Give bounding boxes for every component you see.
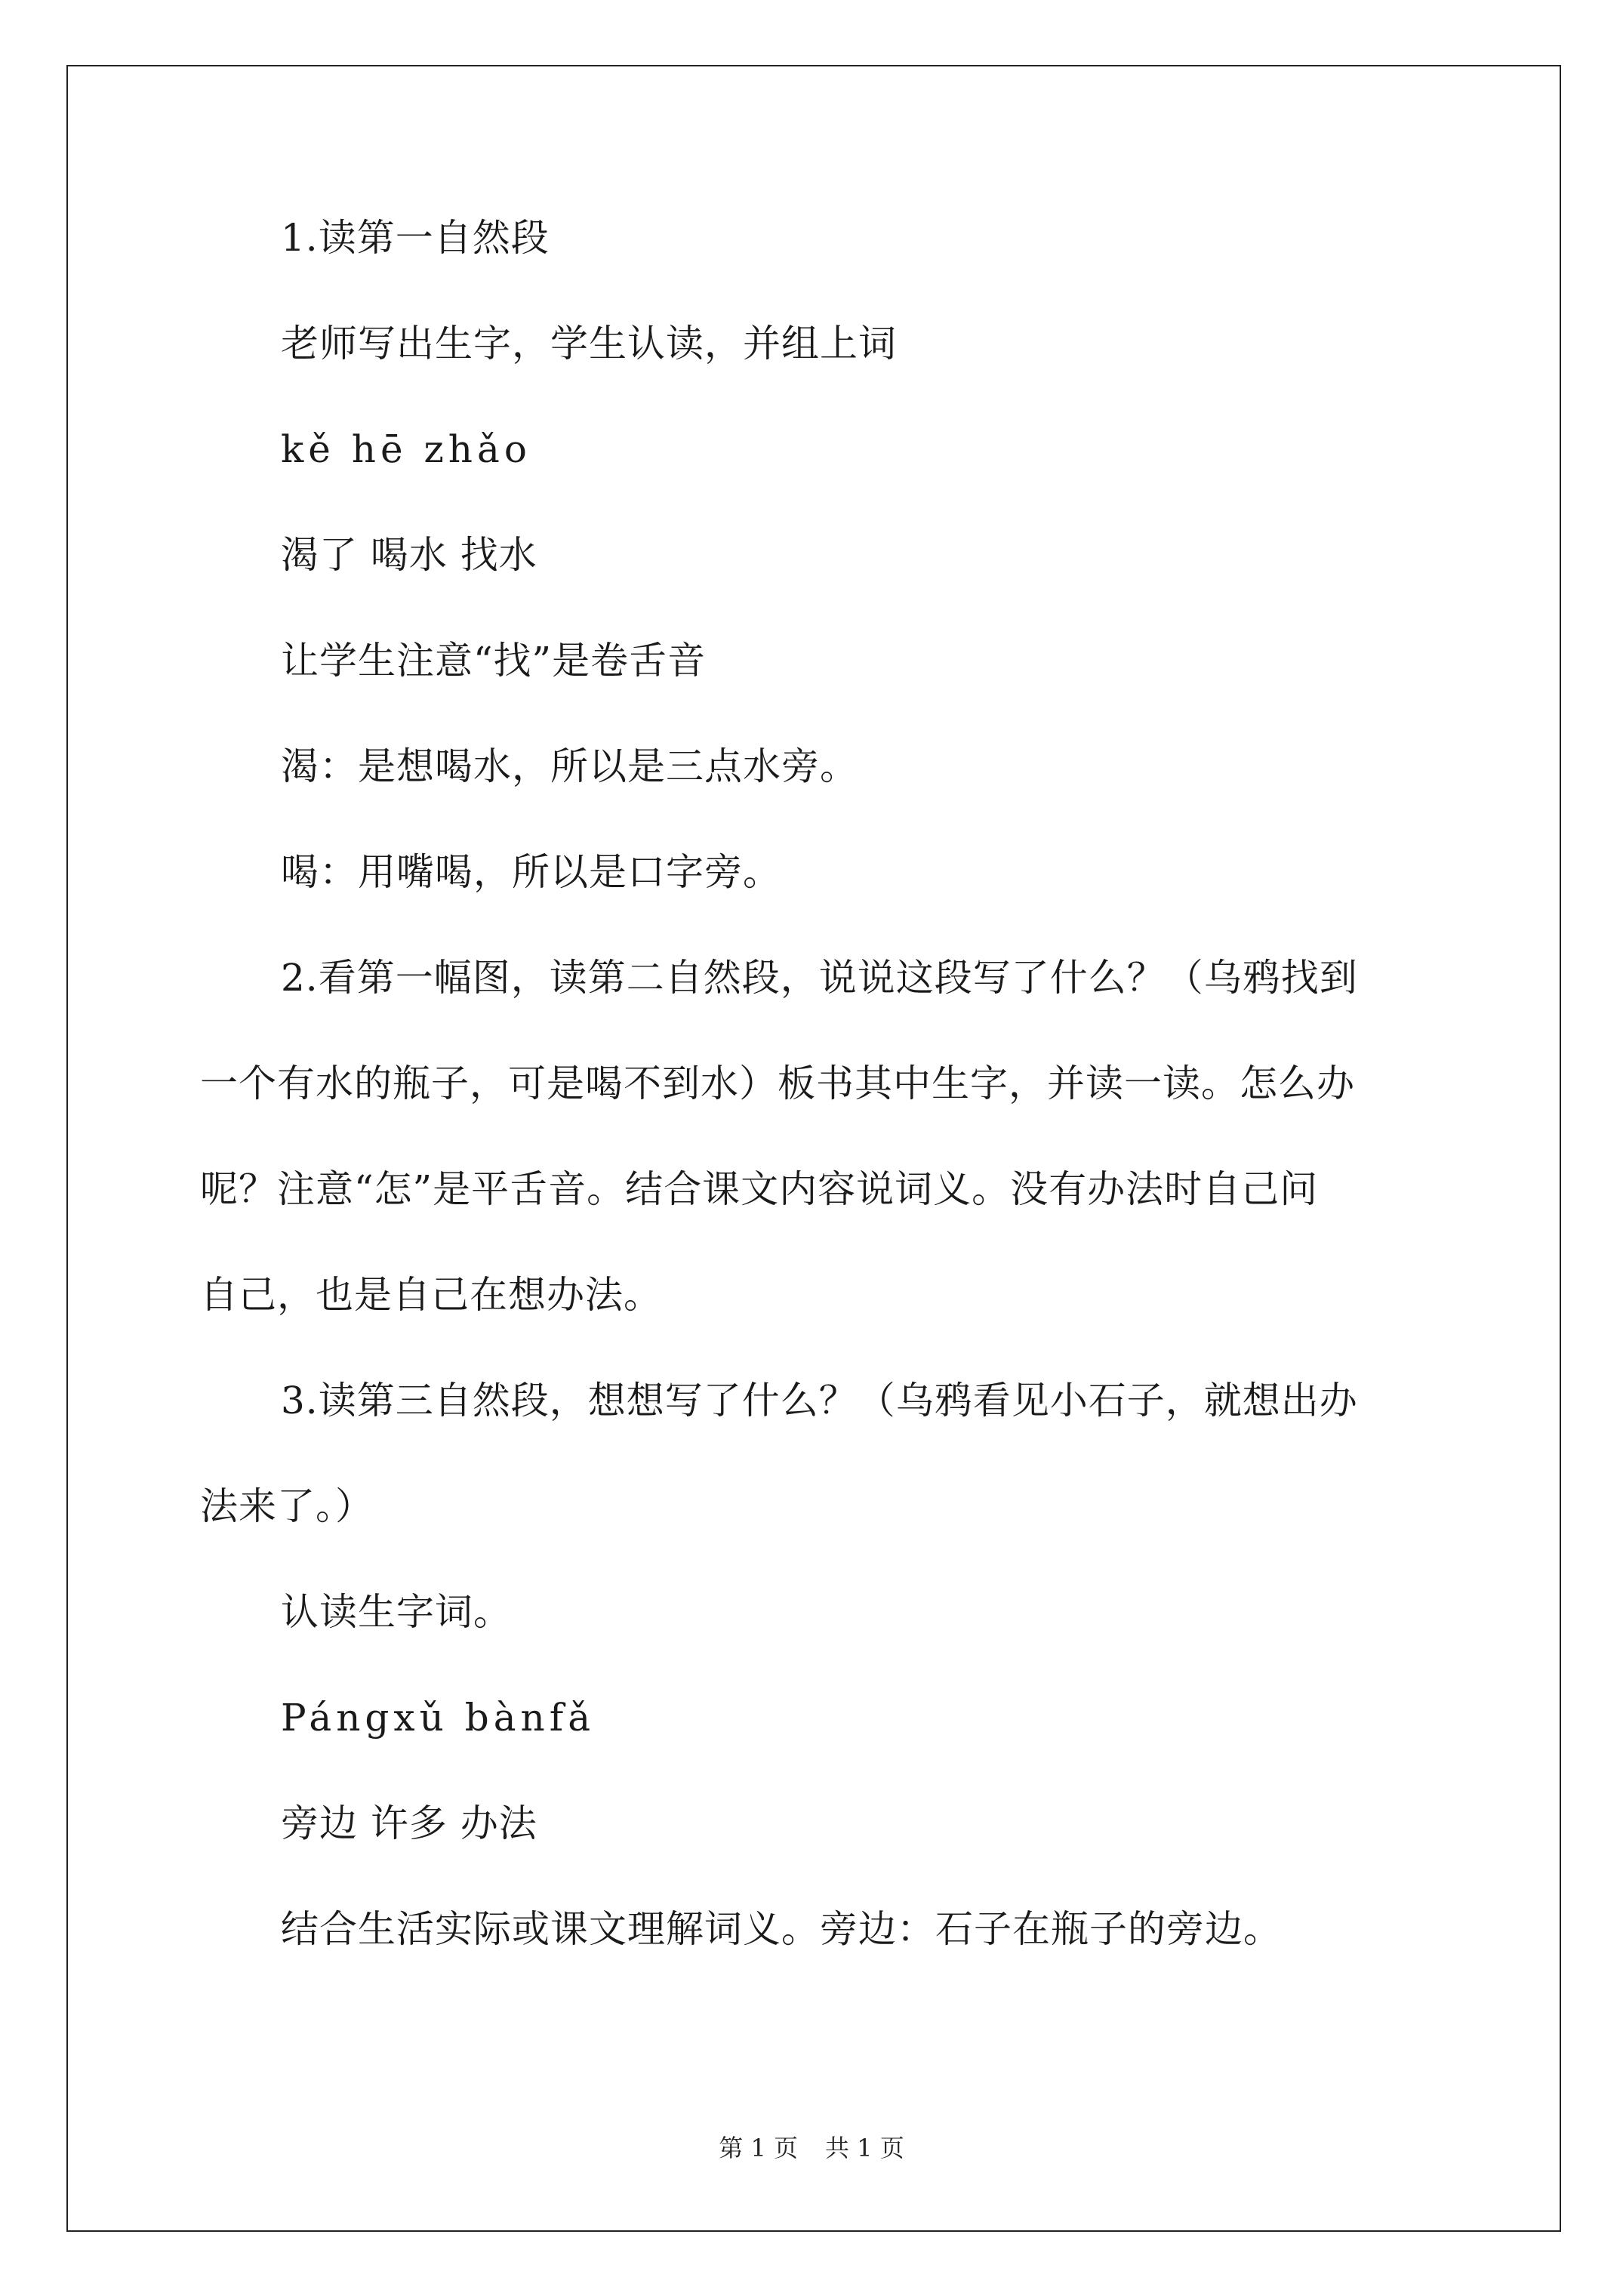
- pinyin-line: Pángxǔ bànfǎ: [281, 1696, 596, 1740]
- paragraph: 渴：是想喝水，所以是三点水旁。: [281, 744, 858, 788]
- section-heading-3: 3.读第三自然段，想想写了什么？（乌鸦看见小石子，就想出办: [281, 1379, 1358, 1422]
- paragraph: 结合生活实际或课文理解词义。旁边：石子在瓶子的旁边。: [281, 1907, 1282, 1951]
- section-heading-1: 1.读第一自然段: [281, 216, 550, 260]
- paragraph-continuation: 法来了。）: [200, 1484, 374, 1528]
- paragraph-continuation: 自己，也是自己在想办法。: [200, 1273, 662, 1317]
- paragraph: 认读生字词。: [281, 1590, 512, 1634]
- paragraph: 让学生注意“找”是卷舌音: [281, 639, 707, 683]
- paragraph-continuation: 呢？注意“怎”是平舌音。结合课文内容说词义。没有办法时自己问: [200, 1167, 1319, 1211]
- section-heading-2: 2.看第一幅图，读第二自然段，说说这段写了什么？（乌鸦找到: [281, 956, 1358, 1000]
- page-number: 第 1 页: [719, 2134, 798, 2162]
- paragraph: 老师写出生字，学生认读，并组上词: [281, 322, 897, 365]
- paragraph-continuation: 一个有水的瓶子，可是喝不到水）板书其中生字，并读一读。怎么办: [200, 1062, 1355, 1105]
- pinyin-line: kě hē zhǎo: [281, 427, 531, 471]
- document-body: [200, 216, 1423, 2016]
- page-footer: [0, 2129, 1623, 2164]
- vocab-line: 旁边 许多 办法: [281, 1801, 537, 1845]
- paragraph: 喝：用嘴喝，所以是口字旁。: [281, 850, 781, 894]
- page-total: 共 1 页: [825, 2134, 904, 2162]
- vocab-line: 渴了 喝水 找水: [281, 533, 537, 577]
